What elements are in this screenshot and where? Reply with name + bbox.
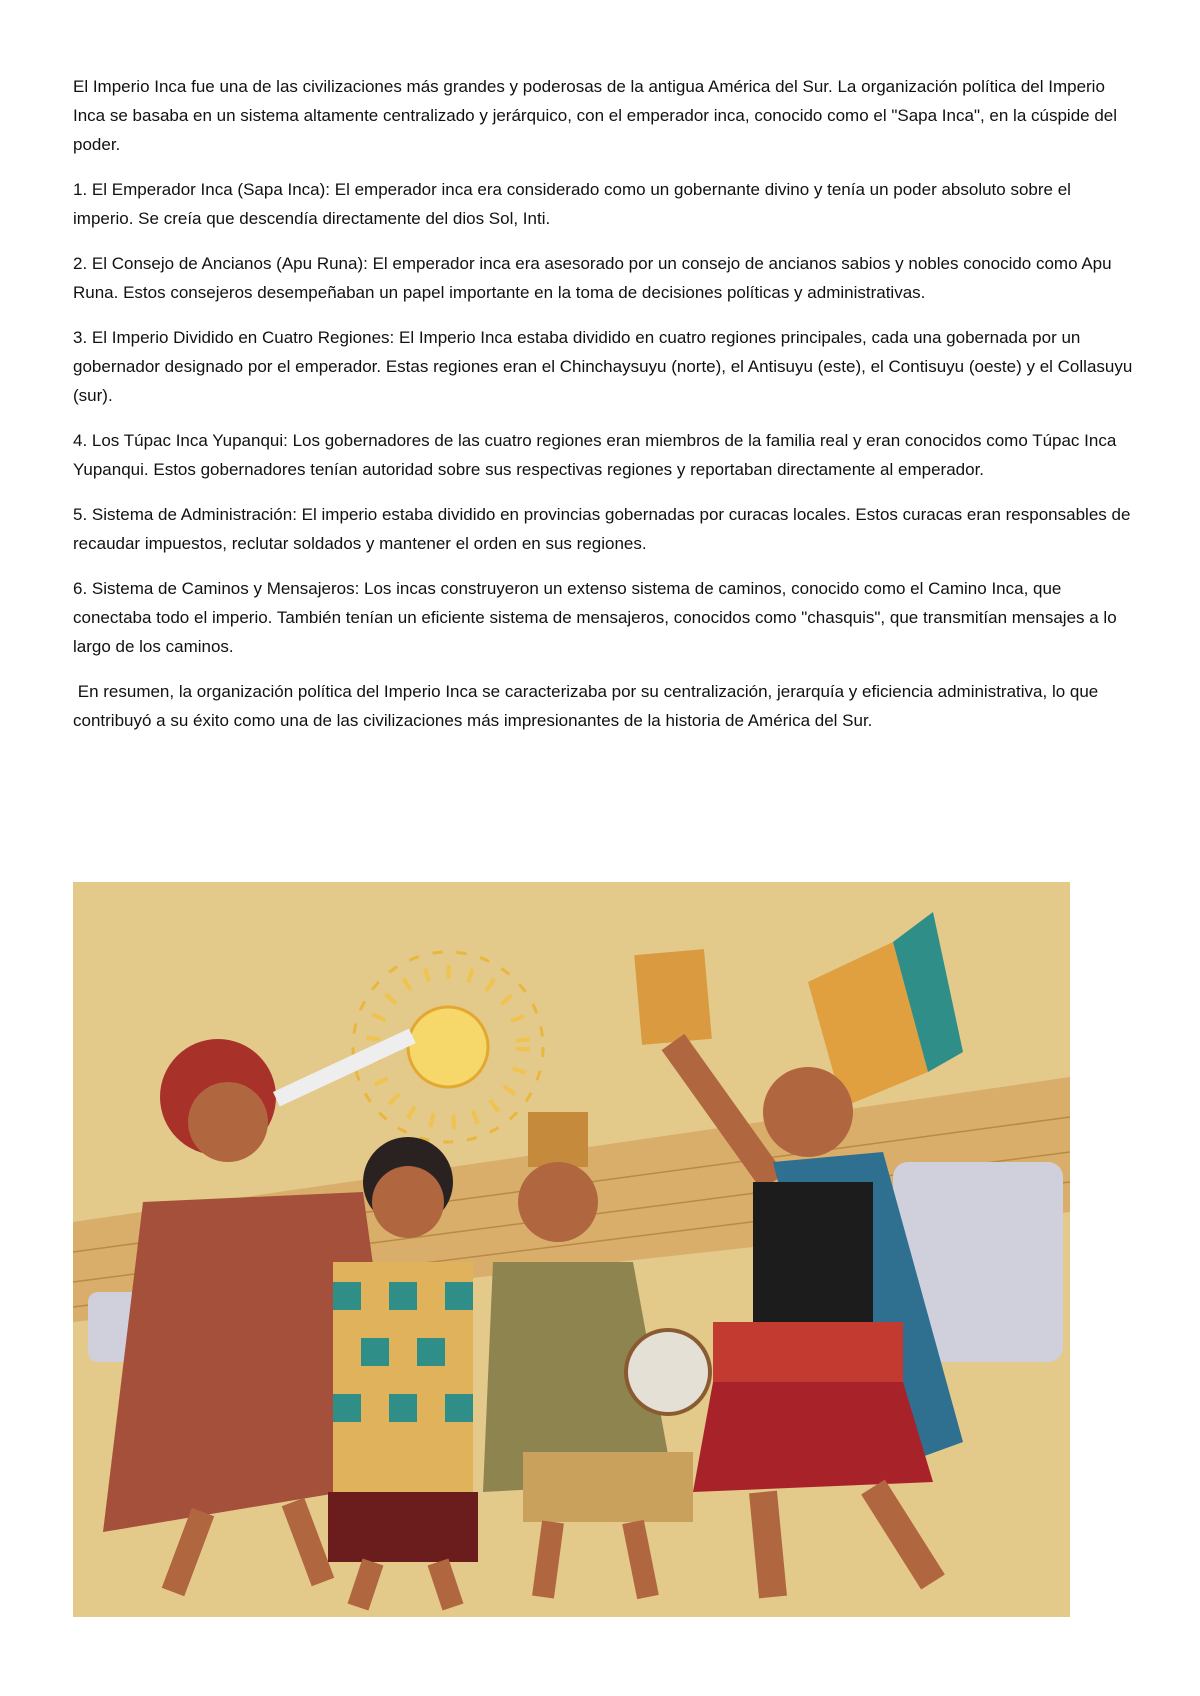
inca-illustration <box>73 882 1070 1617</box>
point-4-paragraph: 4. Los Túpac Inca Yupanqui: Los gobernadores de las cuatro regiones eran miembros de la familia real y eran conocidos como Túpac Inca Yupanqui. Estos gobernadores tenían autoridad sobre sus respectivas regiones y reportaban directamente al emperador. <box>73 431 1117 479</box>
point-5-paragraph: 5. Sistema de Administración: El imperio estaba dividido en provincias gobernadas por curacas locales. Estos curacas eran responsables de recaudar impuestos, reclutar soldados y mantener el orden en sus regiones. <box>73 505 1131 553</box>
point-2-paragraph: 2. El Consejo de Ancianos (Apu Runa): El emperador inca era asesorado por un consejo de ancianos sabios y nobles conocido como Apu Runa. Estos consejeros desempeñaban un papel importante en la toma de decisiones políticas y administrativas. <box>73 254 1112 302</box>
point-3-paragraph: 3. El Imperio Dividido en Cuatro Regiones: El Imperio Inca estaba dividido en cuatro regiones principales, cada una gobernada por un gobernador designado por el emperador. Estas regiones eran el Chinchaysuyu (norte), el Antisuyu (este), el Contisuyu (oeste) y el Collasuyu (sur). <box>73 328 1133 405</box>
summary-paragraph: En resumen, la organización política del Imperio Inca se caracterizaba por su centralización, jerarquía y eficiencia administrativa, lo que contribuyó a su éxito como una de las civilizaciones más impresionantes de la historia de América del Sur. <box>73 682 1103 730</box>
point-6-paragraph: 6. Sistema de Caminos y Mensajeros: Los incas construyeron un extenso sistema de caminos, conocido como el Camino Inca, que conectaba todo el imperio. También tenían un eficiente sistema de mensajeros, conocidos como "chasquis", que transmitían mensajes a lo largo de los caminos. <box>73 579 1117 656</box>
intro-paragraph: El Imperio Inca fue una de las civilizaciones más grandes y poderosas de la antigua América del Sur. La organización política del Imperio Inca se basaba en un sistema altamente centralizado y jerárquico, con el emperador inca, conocido como el "Sapa Inca", en la cúspide del poder. <box>73 77 1118 154</box>
point-1-paragraph: 1. El Emperador Inca (Sapa Inca): El emperador inca era considerado como un gobernante divino y tenía un poder absoluto sobre el imperio. Se creía que descendía directamente del dios Sol, Inti. <box>73 180 1071 228</box>
document-body <box>73 72 1133 751</box>
